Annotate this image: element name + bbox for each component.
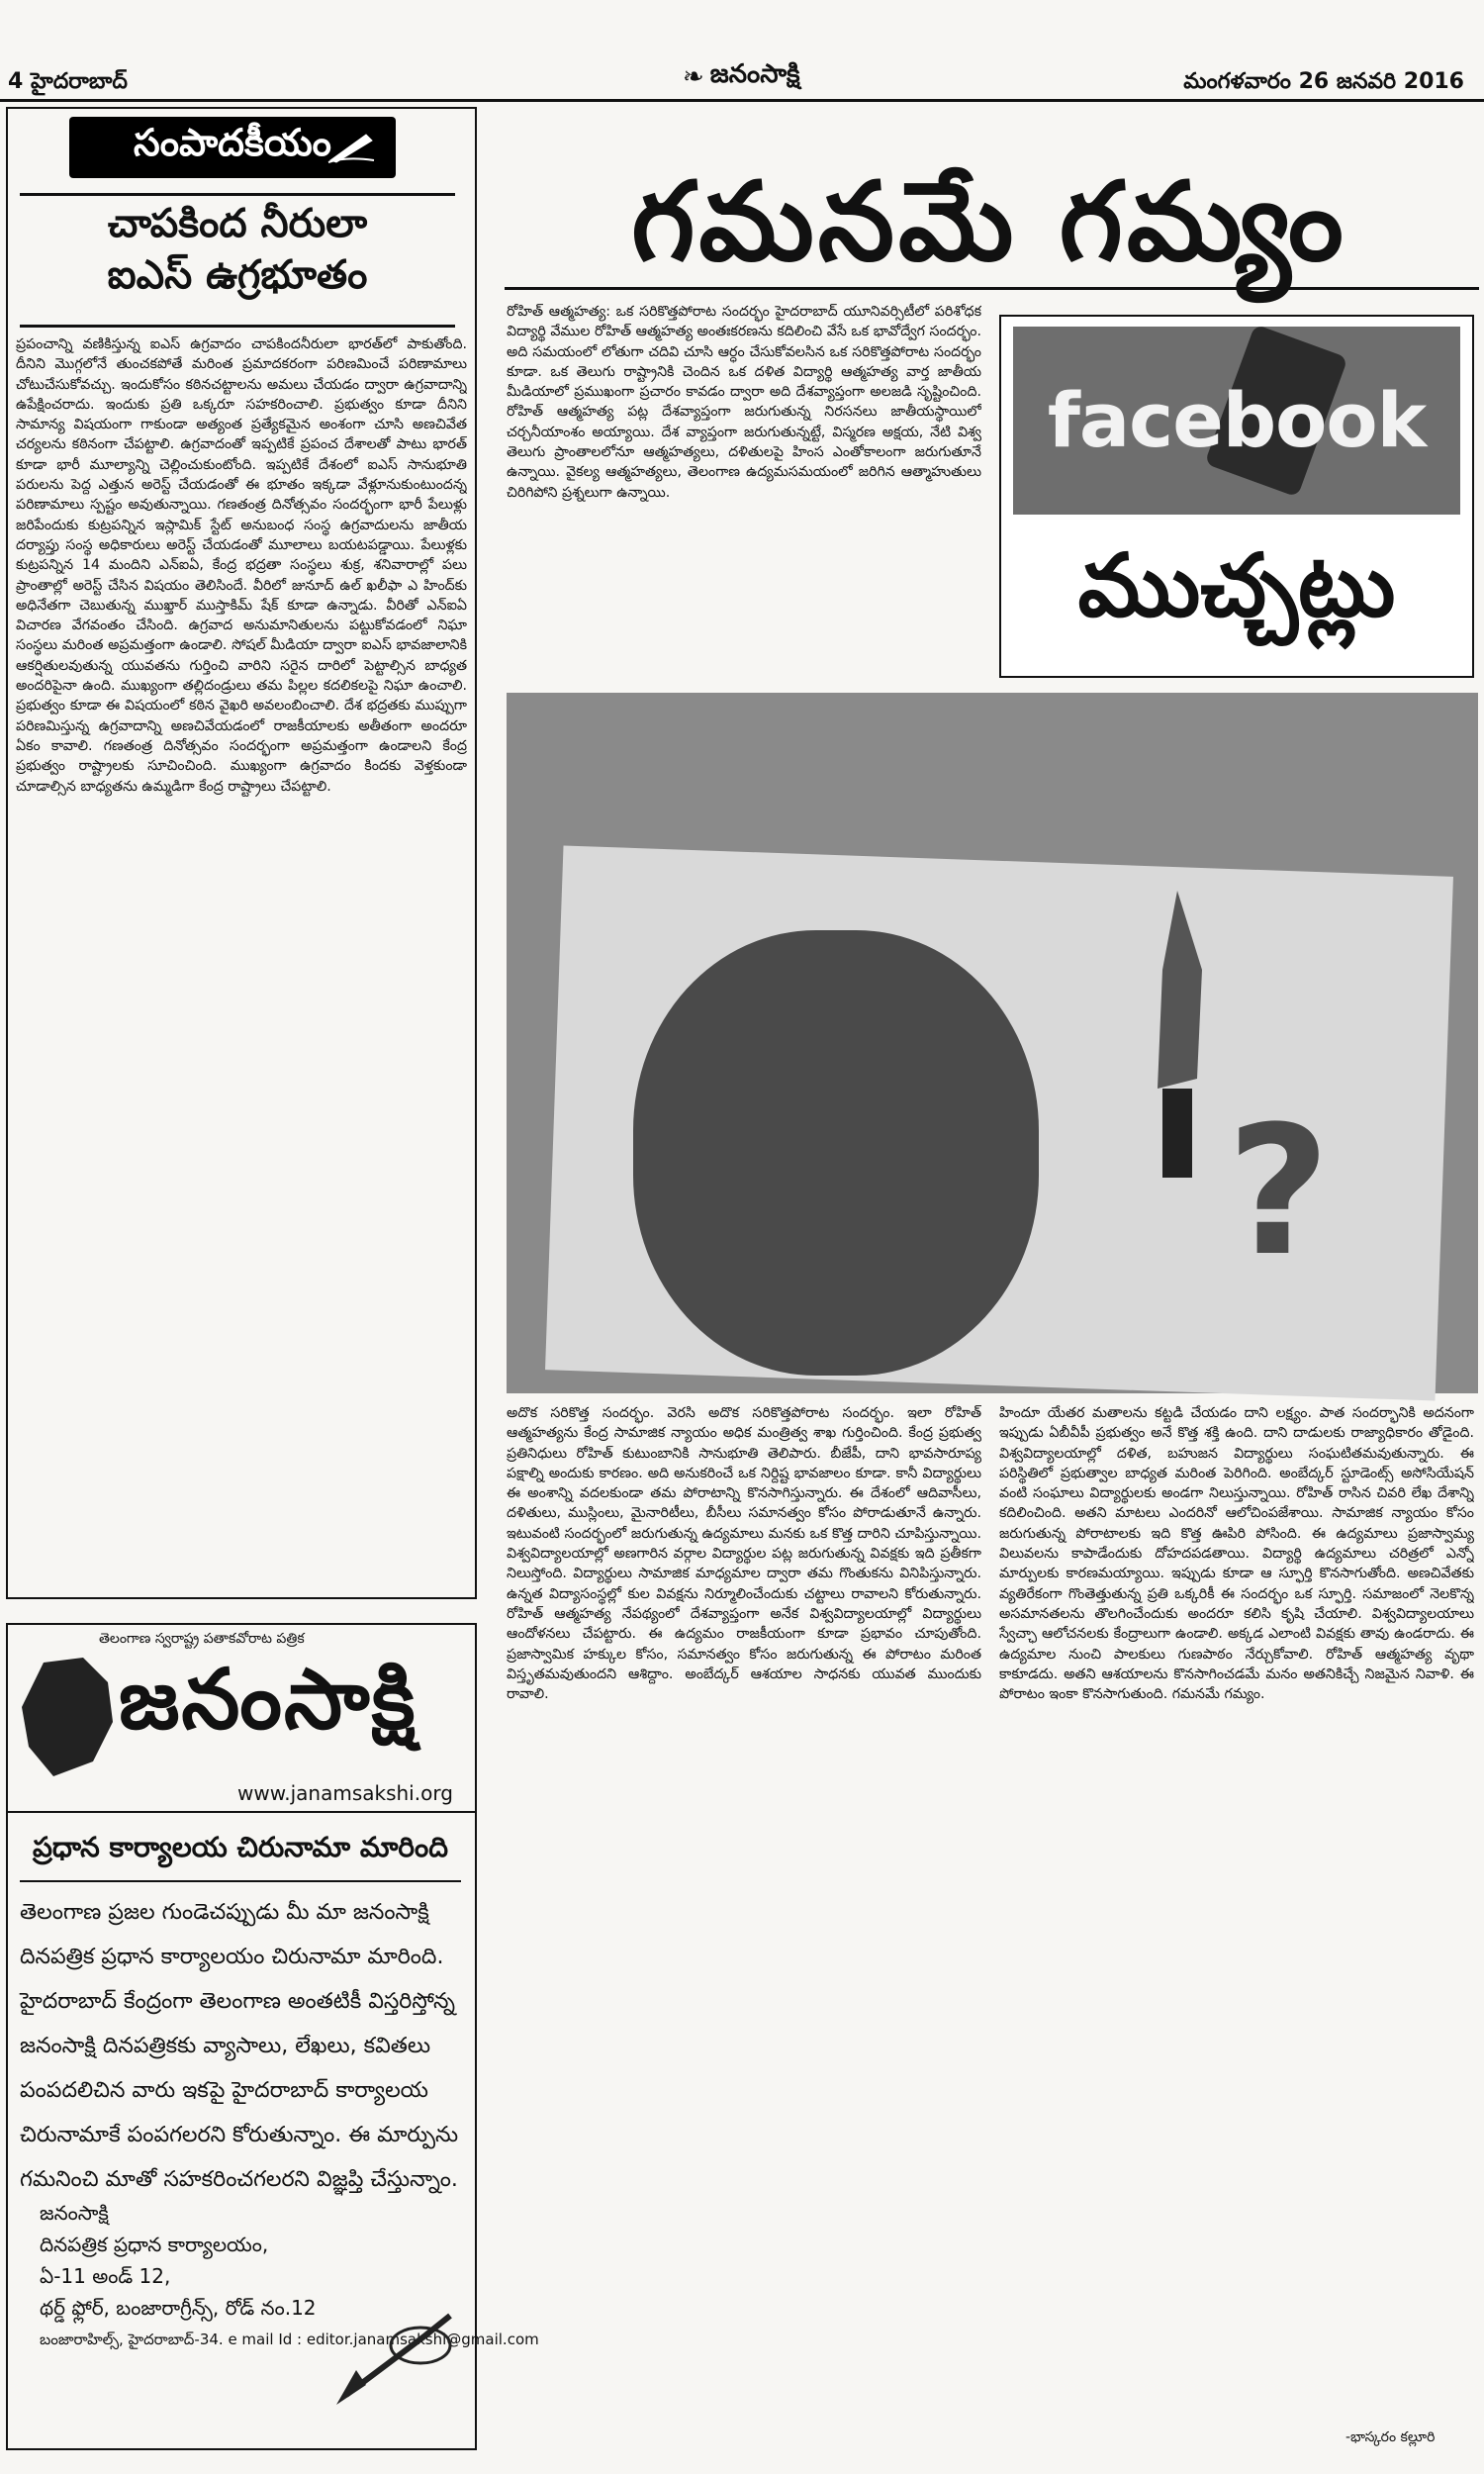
article-column-left: అదొక సరికొత్త సందర్భం. వెరసి అదొక సరికొత్తపోరాట సందర్భం. ఇలా రోహిత్ ఆత్మహత్యను కేంద్ర సామాజిక న్యాయం అధిక మంత్రిత్వ శాఖ గుర్తించింది. కేంద్ర ప్రభుత్వ ప్రతినిధులు రోహిత్ కుటుంబానికి సానుభూతి తెలిపారు. బీజేపీ, దాని భావసారూప్య పక్షాల్ని అందుకు కారణం. అది అనుకరించే ఒక నిర్దిష్ట భావజాలం కూడా. కానీ విద్యార్థులు ఈ అంశాన్ని వదలకుండా తమ పోరాటాన్ని కొనసాగిస్తున్నారు. ఈ దేశంలో ఆదివాసీలు, దళితులు, ముస్లింలు, మైనారిటీలు, బీసీలు సమానత్వం కోసం పోరాడుతూనే ఉన్నారు. ఇటువంటి సందర్భంలో జరుగుతున్న ఉద్యమాలు మనకు ఒక కొత్త దారిని చూపిస్తున్నాయి. విశ్వవిద్యాలయాల్లో అణగారిన వర్గాల విద్యార్థుల పట్ల జరుగుతున్న వివక్షకు ఇది ప్రతీకగా నిలుస్తోంది. విద్యార్థులు సామాజిక మాధ్యమాల ద్వారా తమ గొంతుకను వినిపిస్తున్నారు. ఉన్నత విద్యాసంస్థల్లో కుల వివక్షను నిర్మూలించేందుకు చట్టాలు రావాలని కోరుతున్నారు. రోహిత్ ఆత్మహత్య నేపథ్యంలో దేశవ్యాప్తంగా అనేక విశ్వవిద్యాలయాల్లో విద్యార్థులు ఆందోళనలు చేపట్టారు. ఈ ఉద్యమం రాజకీయంగా కూడా ప్రభావం చూపుతోంది. ప్రజాస్వామిక హక్కుల కోసం, సమానత్వం కోసం జరుగుతున్న ఈ పోరాటం మరింత విస్తృతమవుతుందని ఆశిద్దాం. అంబేద్కర్ ఆశయాల సాధనకు యువత ముందుకు రావాలి. bbox=[507, 1405, 981, 1703]
notice-body: తెలంగాణ ప్రజల గుండెచప్పుడు మీ మా జనంసాక్షి దినపత్రిక ప్రధాన కార్యాలయం చిరునామా మారింది. హైదరాబాద్ కేంద్రంగా తెలంగాణ అంతటికీ విస్తరిస్తోన్న జనంసాక్షి దినపత్రికకు వ్యాసాలు, లేఖలు, కవితలు పంపదలిచిన వారు ఇకపై హైదరాబాద్ కార్యాలయ చిరునామాకే పంపగలరని కోరుతున్నాం. ఈ మార్పును గమనించి మాతో సహకరించగలరని విజ్ఞప్తి చేస్తున్నాం. bbox=[20, 1900, 459, 2192]
editorial-body: ప్రపంచాన్ని వణికిస్తున్న ఐఎస్ ఉగ్రవాదం చాపకిందనీరులా భారత్‌లో పాకుతోంది. దీనిని మొగ్గలోనే తుంచకపోతే మరింత ప్రమాదకరంగా పరిణమించే పరిణామాలు చోటుచేసుకోవచ్చు. ఇందుకోసం కఠినచట్టాలను అమలు చేయడం ద్వారా ఉగ్రవాదాన్ని ఉపేక్షించరాదు. ఇందుకు ప్రతి ఒక్కరూ సహకరించాలి. ప్రభుత్వం కూడా దీనిని సామాన్య విషయంగా గాకుండా అత్యంత ప్రత్యేకమైన అంశంగా చూసి అణచివేత చర్యలను కఠినంగా చేపట్టాలి. ఉగ్రవాదంతో ఇప్పటికే ప్రపంచ దేశాలతో పాటు భారత్ కూడా భారీ మూల్యాన్ని చెల్లించుకుంటోంది. ఇప్పటికే దేశంలో ఐఎస్ సానుభూతి పరులను పెద్ద ఎత్తున అరెస్ట్ చేయడంతో ఈ భూతం ఇక్కడా వేళ్లూనుకుంటుందన్న పరిణామాలు స్పష్టం అవుతున్నాయి. గణతంత్ర దినోత్సవం సందర్భంగా భారీ పేలుళ్లు జరిపేందుకు కుట్రపన్నిన ఇస్లామిక్ స్టేట్ అనుబంధ సంస్థ ఉగ్రవాదులను జాతీయ దర్యాప్తు సంస్థ అధికారులు అరెస్ట్ చేయడంతో మూలాలు బయటపడ్డాయి. పేలుళ్లకు కుట్రపన్నిన 14 మందిని ఎన్ఐఏ, కేంద్ర భద్రతా సంస్థలు శుక్ర, శనివారాల్లో పలు ప్రాంతాల్లో అరెస్ట్ చేసిన విషయం తెలిసిందే. వీరిలో జునూద్ ఉల్ ఖలీఫా ఎ హింద్‌కు అధినేతగా చెబుతున్న ముఖ్తార్ ముస్తాకిమ్ షేక్ కూడా ఉన్నాడు. వీరితో ఎన్ఐఏ విచారణ వేగవంతం చేసింది. ఉగ్రవాద అనుమానితులను పట్టుకోవడంలో నిఘా సంస్థలు మరింత అప్రమత్తంగా ఉండాలి. సోషల్ మీడియా ద్వారా ఐఎస్ భావజాలానికి ఆకర్షితులవుతున్న యువతను గుర్తించి వారిని సరైన దారిలో పెట్టాల్సిన బాధ్యత అందరిపైనా ఉంది. ముఖ్యంగా తల్లిదండ్రులు తమ పిల్లల కదలికలపై నిఘా ఉంచాలి. ప్రభుత్వం కూడా ఈ విషయంలో కఠిన వైఖరి అవలంబించాలి. దేశ భద్రతకు ముప్పుగా పరిణమిస్తున్న ఉగ్రవాదాన్ని అణచివేయడంలో రాజకీయాలకు అతీతంగా అందరూ ఏకం కావాలి. గణతంత్ర దినోత్సవం సందర్భంగా అప్రమత్తంగా ఉండాలని కేంద్ర ప్రభుత్వం రాష్ట్రాలకు సూచించింది. ముఖ్యంగా ఉగ్రవాదం కిందకు వెళ్తకుండా చూడాల్సిన బాధ్యతను ఉమ్మడిగా కేంద్ర రాష్ట్రాలు చేపట్టాలి. bbox=[16, 336, 467, 795]
paper-logo-icon: ❧ bbox=[683, 62, 704, 92]
notice-heading: ప్రధాన కార్యాలయ చిరునామా మారింది bbox=[20, 1831, 461, 1882]
page-label: 4 హైదరాబాద్ bbox=[8, 69, 128, 94]
facebook-column-title: ముచ్చట్లు bbox=[1077, 534, 1396, 636]
address-line: దినపత్రిక ప్రధాన కార్యాలయం, bbox=[40, 2233, 269, 2256]
header-rule bbox=[0, 99, 1484, 102]
notice-logo: జనంసాక్షి bbox=[119, 1651, 417, 1748]
editorial-title-line2: ఐఎస్ ఉగ్రభూతం bbox=[107, 252, 368, 298]
knife-icon bbox=[1148, 891, 1207, 1178]
portrait-image bbox=[633, 930, 1039, 1376]
address-line: థర్డ్ ఫ్లోర్, బంజారాగ్రీన్స్, రోడ్ నం.12 bbox=[40, 2296, 317, 2320]
question-mark-icon: ? bbox=[1227, 1089, 1331, 1295]
pen-writing-icon bbox=[326, 131, 376, 164]
paper-name-small bbox=[683, 59, 800, 95]
story-intro: రోహిత్ ఆత్మహత్య: ఒక సరికొత్తపోరాట సందర్భం హైదరాబాద్ యూనివర్సిటీలో పరిశోధక విద్యార్థి వేముల రోహిత్ ఆత్మహత్య అంతఃకరణను కదిలించి వేసే ఒక భావోద్వేగ సందర్భం. అది సమయంలో లోతుగా చదివి చూసి ఆర్ధం చేసుకోవలసిన ఒక సరికొత్తపోరాట సందర్భం కూడా. ఒక తెలుగు రాష్ట్రానికి చెందిన ఒక దళిత విద్యార్థి ఆత్మహత్య వార్త జాతీయ మీడియాలో ప్రముఖంగా ప్రచారం కావడం ద్వారా అది దేశవ్యాప్తంగా అలజడి సృష్టించింది. రోహిత్ ఆత్మహత్య పట్ల దేశవ్యాప్తంగా జరుగుతున్న నిరసనలు జాతీయస్థాయిలో చర్చనీయాంశం అయ్యాయి. దేశ వ్యాప్తంగా జరుగుతున్నట్టే, విస్మరణ అక్షయ, నేటి విశ్వ తెలుగు ప్రాంతాలలోనూ ఆత్మహత్యలు, దళితులపై హింస ఎంతోకాలంగా జరుగుతూనే ఉన్నాయి. వైకల్య ఆత్మహత్యలు, తెలంగాణ ఉద్యమసమయంలో జరిగిన ఆత్మాహుతులు చిరిగిపోని ప్రశ్నలుగా ఉన్నాయి. bbox=[507, 304, 981, 501]
article-byline: -భాస్కరం కల్లూరి bbox=[1345, 2429, 1436, 2445]
editorial-tag: సంపాదకీయం bbox=[69, 117, 396, 178]
facebook-logo-text: facebook bbox=[1047, 376, 1427, 464]
notice-url[interactable]: www.janamsakshi.org bbox=[237, 1781, 453, 1805]
telangana-map-icon bbox=[14, 1653, 123, 1781]
article-column-right: హిందూ యేతర మతాలను కట్టడి చేయడం దాని లక్ష్యం. పాత సందర్భానికి అదనంగా ఇప్పుడు ఏబీవీపీ ప్రభుత్వం అనే కొత్త శక్తి ఉంది. దాని దాడులకు రాజ్యాధికారం తోడైంది. విశ్వవిద్యాలయాల్లో దళిత, బహుజన విద్యార్థులు సంఘటితమవుతున్నారు. ఈ పరిస్థితిలో ప్రభుత్వాల బాధ్యత మరింత పెరిగింది. అంబేద్కర్ స్టూడెంట్స్ అసోసియేషన్ వంటి సంఘాలు విద్యార్థులకు అండగా నిలుస్తున్నాయి. రోహిత్ రాసిన చివరి లేఖ దేశాన్ని కదిలించింది. అతని మాటలు ఎందరినో ఆలోచింపజేశాయి. సామాజిక న్యాయం కోసం జరుగుతున్న పోరాటాలకు ఇది కొత్త ఊపిరి పోసింది. ఈ ఉద్యమాలు ప్రజాస్వామ్య విలువలను కాపాడేందుకు దోహదపడతాయి. విద్యార్థి ఉద్యమాలు చరిత్రలో ఎన్నో మార్పులకు కారణమయ్యాయి. ఇప్పుడు కూడా ఆ స్ఫూర్తి కొనసాగుతోంది. అణచివేతకు వ్యతిరేకంగా గొంతెత్తుతున్న ప్రతి ఒక్కరికీ ఈ సందర్భం ఒక స్ఫూర్తి. సమాజంలో నెలకొన్న అసమానతలను తొలగించేందుకు అందరూ కలిసి కృషి చేయాలి. విశ్వవిద్యాలయాలు స్వేచ్ఛా ఆలోచనలకు కేంద్రాలుగా ఉండాలి. అక్కడ ఎలాంటి వివక్షకు తావు ఉండరాదు. ఈ ఉద్యమాల నుంచి పాలకులు గుణపాఠం నేర్చుకోవాలి. రోహిత్ ఆత్మహత్య వృథా కాకూడదు. అతని ఆశయాలను కొనసాగించడమే మనం అతనికిచ్చే నిజమైన నివాళి. ఈ పోరాటం ఇంకా కొనసాగుతుంది. గమనమే గమ్యం. bbox=[999, 1405, 1474, 1703]
main-headline: గమనమే గమ్యం bbox=[631, 158, 1347, 285]
hand-writing-icon bbox=[326, 2276, 465, 2415]
address-line: ఏ-11 అండ్ 12, bbox=[40, 2264, 171, 2288]
address-line: బంజారాహిల్స్, హైదరాబాద్-34. e mail Id : editor.janamsakshi@gmail.com bbox=[40, 2331, 539, 2348]
issue-date: మంగళవారం 26 జనవరి 2016 bbox=[1183, 69, 1464, 94]
paper-name-text: జనంసాక్షి bbox=[709, 59, 800, 89]
editorial-title-line1: చాపకింద నీరులా bbox=[107, 201, 368, 246]
main-headline-rule bbox=[505, 287, 1479, 290]
notice-tagline: తెలంగాణ స్వరాష్ట్ర పతాకవోరాట పత్రిక bbox=[99, 1631, 305, 1647]
address-line: జనంసాక్షి bbox=[40, 2201, 109, 2225]
notice-divider bbox=[6, 1811, 477, 1813]
editorial-title bbox=[20, 198, 455, 301]
